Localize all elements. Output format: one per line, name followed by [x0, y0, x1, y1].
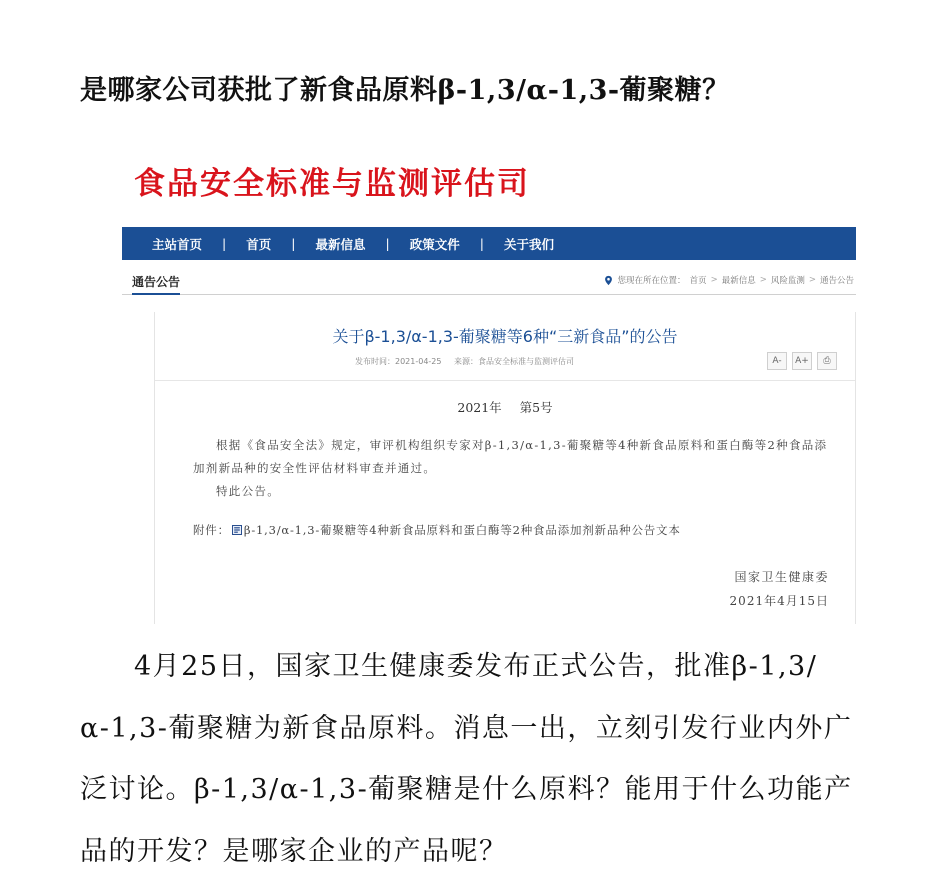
- nav-item-main-home[interactable]: 主站首页: [152, 236, 203, 252]
- font-decrease-button[interactable]: A-: [767, 352, 787, 370]
- section-title: 通告公告: [132, 273, 180, 295]
- attachment-label: 附件：: [193, 523, 230, 537]
- headline: 是哪家公司获批了新食品原料β-1,3/α-1,3-葡聚糖？: [80, 75, 730, 106]
- breadcrumb-item-home[interactable]: 首页: [689, 276, 707, 286]
- notice-number: 2021年 第5号: [457, 400, 553, 415]
- body-paragraph: 4月25日，国家卫生健康委发布正式公告，批准β-1,3/α-1,3-葡聚糖为新食品原料。消息一出，立刻引发行业内外广泛讨论。β-1,3/α-1,3-葡聚糖是什么原料？能用于什么功能产品的开发？是哪家企业的产品呢？: [80, 651, 853, 867]
- section-bar: [122, 268, 856, 295]
- publish-time: 发布时间：2021-04-25: [355, 357, 442, 366]
- nav-separator: |: [222, 236, 227, 251]
- location-pin-icon: [603, 275, 614, 286]
- article-closing: 特此公告。: [216, 484, 280, 498]
- article-title: 关于β-1,3/α-1,3-葡聚糖等6种“三新食品”的公告: [332, 327, 678, 346]
- article-body: [193, 434, 833, 503]
- nav-item-policy[interactable]: 政策文件: [409, 236, 460, 252]
- embedded-screenshot: [122, 140, 856, 624]
- nav-item-latest[interactable]: 最新信息: [315, 236, 366, 252]
- nav-item-home[interactable]: 首页: [246, 236, 272, 252]
- font-increase-button[interactable]: A+: [792, 352, 812, 370]
- breadcrumb-separator: >: [710, 275, 718, 285]
- print-icon[interactable]: ⎙: [817, 352, 837, 370]
- article-paragraph: 根据《食品安全法》规定，审评机构组织专家对β-1,3/α-1,3-葡聚糖等4种新食品原料和蛋白酶等2种食品添加剂新品种的安全性评估材料审查并通过。: [193, 438, 828, 475]
- nav-separator: |: [479, 236, 484, 251]
- breadcrumb: [603, 274, 854, 286]
- attachment-row: [193, 522, 833, 538]
- attachment-link[interactable]: β-1,3/α-1,3-葡聚糖等4种新食品原料和蛋白酶等2种食品添加剂新品种公告文本: [243, 523, 681, 537]
- site-title: 食品安全标准与监测评估司: [134, 166, 530, 202]
- breadcrumb-prefix: 您现在所在位置：: [617, 276, 686, 286]
- article: [154, 312, 856, 624]
- article-source: 来源：食品安全标准与监测评估司: [454, 357, 575, 366]
- article-meta: [355, 356, 584, 367]
- nav-separator: |: [385, 236, 390, 251]
- article-divider: [155, 380, 855, 381]
- nav-item-about[interactable]: 关于我们: [503, 236, 554, 252]
- nav-bar: [122, 227, 856, 260]
- signature: 国家卫生健康委: [734, 570, 829, 584]
- signature-date: 2021年4月15日: [729, 594, 829, 608]
- document-icon: [232, 525, 242, 535]
- breadcrumb-item-notice[interactable]: 通告公告: [819, 276, 854, 286]
- breadcrumb-item-risk[interactable]: 风险监测: [770, 276, 805, 286]
- nav-separator: |: [291, 236, 296, 251]
- breadcrumb-separator: >: [808, 275, 816, 285]
- article-tools: [767, 352, 837, 370]
- breadcrumb-separator: >: [759, 275, 767, 285]
- breadcrumb-item-latest[interactable]: 最新信息: [721, 276, 756, 286]
